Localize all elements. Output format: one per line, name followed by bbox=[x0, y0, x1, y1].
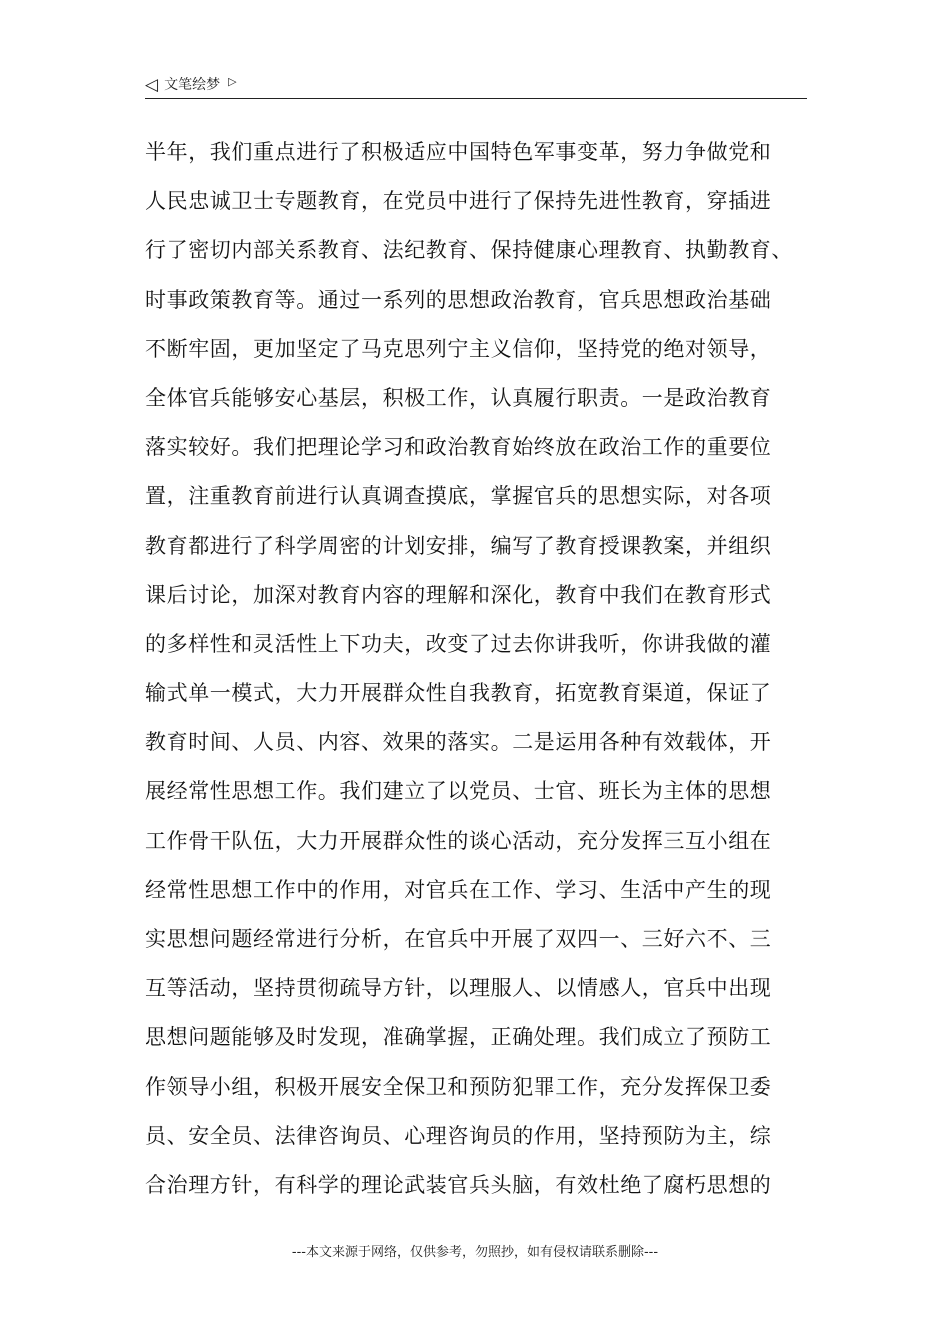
text-line: 实思想问题经常进行分析，在官兵中开展了双四一、三好六不、三 bbox=[145, 927, 772, 951]
text-line: 半年，我们重点进行了积极适应中国特色军事变革，努力争做党和 bbox=[145, 140, 772, 164]
text-line: 教育时间、人员、内容、效果的落实。二是运用各种有效载体，开 bbox=[145, 730, 772, 755]
text-line: 员、安全员、法律咨询员、心理咨询员的作用，坚持预防为主，综 bbox=[145, 1123, 772, 1148]
text-line: 落实较好。我们把理论学习和政治教育始终放在政治工作的重要位 bbox=[145, 435, 772, 460]
text-line: 人民忠诚卫士专题教育，在党员中进行了保持先进性教育，穿插进 bbox=[145, 189, 772, 214]
text-line: 思想问题能够及时发现，准确掌握，正确处理。我们成立了预防工 bbox=[145, 1025, 772, 1050]
text-line: 输式单一模式，大力开展群众性自我教育，拓宽教育渠道，保证了 bbox=[145, 681, 772, 706]
text-line: 时事政策教育等。通过一系列的思想政治教育，官兵思想政治基础 bbox=[145, 287, 772, 312]
text-line: 教育都进行了科学周密的计划安排，编写了教育授课教案，并组织 bbox=[145, 533, 772, 558]
text-line: 置，注重教育前进行认真调查摸底，掌握官兵的思想实际，对各项 bbox=[145, 484, 772, 509]
text-line: 互等活动，坚持贯彻疏导方针，以理服人、以情感人，官兵中出现 bbox=[145, 976, 772, 1001]
body-text bbox=[145, 128, 825, 1210]
text-line: 不断牢固，更加坚定了马克思列宁主义信仰，坚持党的绝对领导， bbox=[145, 336, 772, 361]
left-triangle-icon: ◁ bbox=[145, 75, 159, 95]
text-line: 经常性思想工作中的作用，对官兵在工作、学习、生活中产生的现 bbox=[145, 877, 772, 902]
page-header bbox=[145, 72, 807, 99]
right-triangle-icon: ▷ bbox=[228, 75, 237, 88]
header-title: 文笔绘梦 bbox=[164, 77, 221, 93]
page-footer: ---本文来源于网络，仅供参考，勿照抄，如有侵权请联系删除--- bbox=[291, 1245, 659, 1260]
text-line: 合治理方针，有科学的理论武装官兵头脑，有效杜绝了腐朽思想的 bbox=[145, 1172, 772, 1197]
text-line: 的多样性和灵活性上下功夫，改变了过去你讲我听，你讲我做的灌 bbox=[145, 631, 772, 656]
text-line: 作领导小组，积极开展安全保卫和预防犯罪工作，充分发挥保卫委 bbox=[145, 1074, 772, 1099]
text-line: 工作骨干队伍，大力开展群众性的谈心活动，充分发挥三互小组在 bbox=[145, 828, 772, 853]
text-line: 全体官兵能够安心基层，积极工作，认真履行职责。一是政治教育 bbox=[145, 385, 772, 410]
text-line: 课后讨论，加深对教育内容的理解和深化，教育中我们在教育形式 bbox=[145, 582, 772, 607]
text-line: 展经常性思想工作。我们建立了以党员、士官、班长为主体的思想 bbox=[145, 779, 772, 804]
text-line: 行了密切内部关系教育、法纪教育、保持健康心理教育、执勤教育、 bbox=[145, 238, 793, 263]
